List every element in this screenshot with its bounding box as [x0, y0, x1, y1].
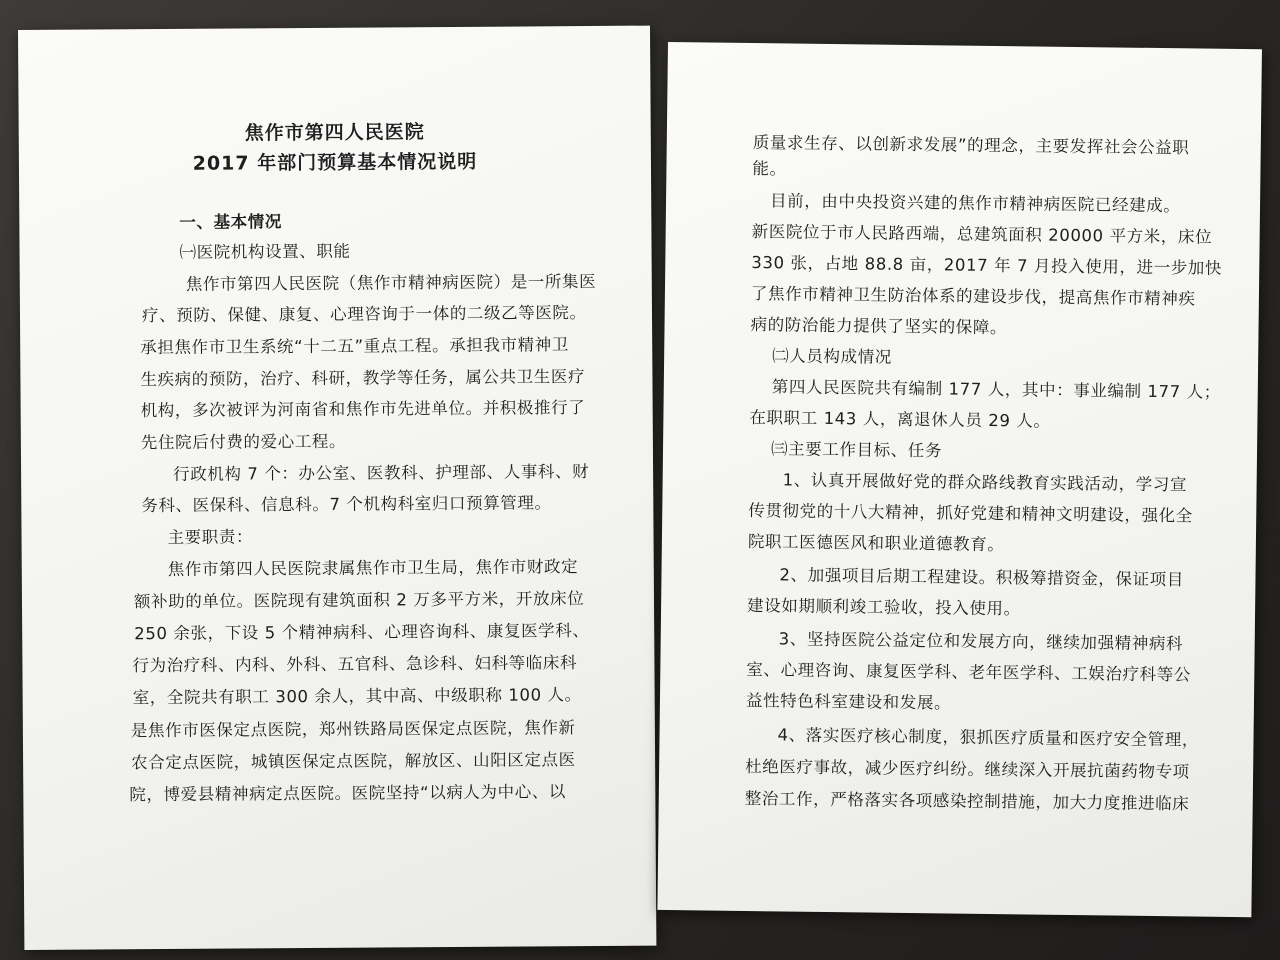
paragraph-line: 质量求生存、以创新求发展”的理念，主要发挥社会公益职	[752, 133, 1190, 158]
paragraph-line: 1、认真开展做好党的群众路线教育实践活动，学习宣	[782, 470, 1188, 495]
paragraph-line: 院职工医德医风和职业道德教育。	[747, 532, 1005, 555]
paragraph-line: 整治工作，严格落实各项感染控制措施，加大力度推进临床	[744, 788, 1190, 814]
paragraph-line: 农合定点医院，城镇医保定点医院，解放区、山阳区定点医	[131, 750, 576, 773]
paragraph-line: 务科、医保科、信息科。7 个机构科室归口预算管理。	[141, 493, 552, 516]
paragraph-line: 行政机构 7 个：办公室、医教科、护理部、人事科、财	[173, 462, 590, 484]
paragraph-line: 目前，由中央投资兴建的焦作市精神病医院已经建成。	[769, 191, 1181, 216]
paragraph-line: 3、坚持医院公益定位和发展方向，继续加强精神病科	[778, 629, 1184, 654]
section-heading-basic-info: 一、基本情况	[179, 212, 283, 232]
subsection-heading-duties: 主要职责：	[167, 527, 254, 547]
paragraph-line: 传贯彻党的十八大精神，抓好党建和精神文明建设，强化全	[748, 501, 1193, 526]
paragraph-line: 疗、预防、保健、康复、心理咨询于一体的二级乙等医院。	[141, 303, 587, 326]
paragraph-line: 能。	[752, 159, 787, 179]
paragraph-line: 4、落实医疗核心制度，狠抓医疗质量和医疗安全管理，	[777, 725, 1200, 750]
subsection-heading-staffing: ㈡人员构成情况	[772, 346, 892, 367]
paragraph-line: 焦作市第四人民医院（焦作市精神病医院）是一所集医	[185, 271, 597, 294]
paragraph-line: 机构，多次被评为河南省和焦作市先进单位。并积极推行了	[140, 398, 586, 421]
paragraph-line: 了焦作市精神卫生防治体系的建设步伐，提高焦作市精神疾	[750, 284, 1196, 309]
paragraph-line: 生疾病的预防，治疗、科研，教学等任务，属公共卫生医疗	[140, 367, 586, 390]
paragraph-line: 室、心理咨询、康复医学科、老年医学科、工娱治疗科等公	[746, 660, 1192, 685]
document-title-line-1: 焦作市第四人民医院	[244, 121, 425, 145]
subsection-heading-goals: ㈢主要工作目标、任务	[770, 439, 943, 461]
right-document-page	[657, 42, 1262, 917]
paragraph-line: 新医院位于市人民路西端，总建筑面积 20000 平方米，床位	[751, 222, 1213, 247]
paragraph-line: 额补助的单位。医院现有建筑面积 2 万多平方米，开放床位	[133, 589, 585, 612]
paragraph-line: 焦作市第四人民医院隶属焦作市卫生局，焦作市财政定	[167, 557, 579, 579]
paragraph-line: 建设如期顺利竣工验收，投入使用。	[747, 596, 1021, 619]
paragraph-line: 益性特色科室建设和发展。	[745, 691, 952, 713]
paragraph-line: 院，博爱县精神病定点医院。医院坚持“以病人为中心、以	[129, 782, 567, 805]
paragraph-line: 330 张，占地 88.8 亩，2017 年 7 月投入使用，进一步加快	[751, 253, 1223, 278]
paragraph-line: 病的防治能力提供了坚实的保障。	[750, 315, 1008, 338]
paragraph-line: 承担焦作市卫生系统“十二五”重点工程。承担我市精神卫	[140, 335, 569, 358]
subsection-heading-institution: ㈠医院机构设置、职能	[179, 241, 351, 262]
paragraph-line: 行为治疗科、内科、外科、五官科、急诊科、妇科等临床科	[132, 653, 578, 676]
paragraph-line: 第四人民医院共有编制 177 人，其中：事业编制 177 人；	[771, 377, 1221, 402]
left-document-page	[18, 26, 656, 950]
paragraph-line: 是焦作市医保定点医院，郑州铁路局医保定点医院，焦作新	[130, 718, 576, 741]
paragraph-line: 250 余张，下设 5 个精神病科、心理咨询科、康复医学科、	[134, 621, 590, 644]
paragraph-line: 室，全院共有职工 300 余人，其中高、中级职称 100 人。	[132, 685, 582, 708]
paragraph-line: 杜绝医疗事故，减少医疗纠纷。继续深入开展抗菌药物专项	[745, 756, 1190, 782]
paragraph-line: 在职职工 143 人，离退休人员 29 人。	[749, 408, 1051, 431]
paragraph-line: 2、加强项目后期工程建设。积极筹措资金，保证项目	[779, 565, 1184, 590]
document-title-line-2: 2017 年部门预算基本情况说明	[192, 150, 478, 175]
paragraph-line: 先住院后付费的爱心工程。	[140, 431, 347, 453]
